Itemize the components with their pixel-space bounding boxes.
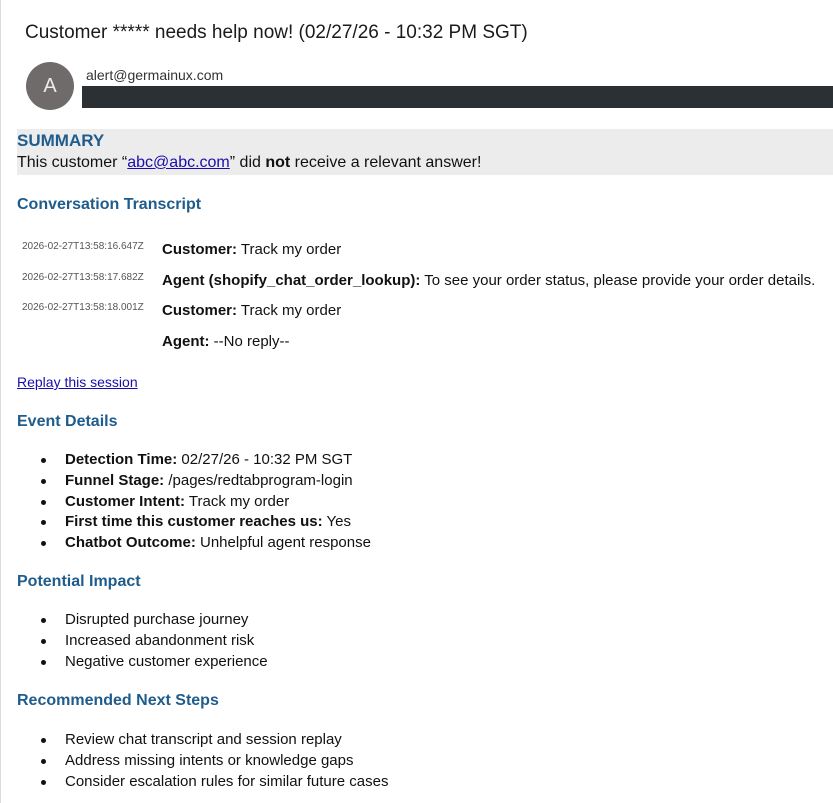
list-item <box>1 492 371 513</box>
detail-value: Yes <box>322 513 351 531</box>
detail-label: Customer Intent: <box>65 492 185 510</box>
message-body: --No reply-- <box>209 333 290 350</box>
transcript-message <box>1 272 833 294</box>
list-item <box>1 471 371 492</box>
message-speaker: Customer: <box>162 302 238 319</box>
message-body: To see your order status, please provide your order details. <box>420 272 816 289</box>
event-details-title: Event Details <box>17 413 118 430</box>
event-details-list <box>1 450 371 554</box>
next-steps-title: Recommended Next Steps <box>17 692 219 709</box>
detail-label: Funnel Stage: <box>65 471 165 489</box>
summary-text-mid: ” did <box>229 154 266 171</box>
message-timestamp: 2026-02-27T13:58:17.682Z <box>22 272 144 283</box>
transcript-message <box>1 333 833 355</box>
redacted-recipients-bar <box>82 86 833 108</box>
summary-text <box>17 154 481 172</box>
message-speaker: Customer: <box>162 241 238 258</box>
list-item <box>1 450 371 471</box>
detail-value: 02/27/26 - 10:32 PM SGT <box>177 451 353 468</box>
message-text <box>162 302 341 319</box>
potential-impact-list <box>1 610 268 672</box>
sender-address[interactable]: alert@germainux.com <box>86 67 224 83</box>
message-timestamp: 2026-02-27T13:58:18.001Z <box>22 302 144 313</box>
sender-avatar[interactable] <box>26 62 74 110</box>
list-item <box>1 512 371 533</box>
transcript-message <box>1 302 833 324</box>
list-item: Negative customer experience <box>1 652 268 673</box>
summary-text-bold: not <box>265 154 291 171</box>
transcript-message <box>1 241 833 263</box>
customer-email-link[interactable]: abc@abc.com <box>127 154 230 171</box>
summary-text-after: receive a relevant answer! <box>290 154 482 171</box>
detail-value: Track my order <box>185 492 290 510</box>
message-text <box>162 333 290 350</box>
detail-value: Unhelpful agent response <box>195 534 371 552</box>
list-item: Address missing intents or knowledge gaps <box>1 751 388 772</box>
detail-label: Chatbot Outcome: <box>65 534 196 552</box>
message-text <box>162 272 815 289</box>
message-body: Track my order <box>237 302 342 319</box>
next-steps-list <box>1 730 388 792</box>
message-speaker: Agent: <box>162 333 210 350</box>
potential-impact-title: Potential Impact <box>17 573 141 590</box>
avatar-letter: A <box>43 74 57 97</box>
message-body: Track my order <box>237 241 342 258</box>
list-item: Review chat transcript and session replay <box>1 730 388 751</box>
message-text <box>162 241 341 258</box>
summary-box <box>17 129 833 175</box>
list-item <box>1 533 371 554</box>
replay-session-link[interactable]: Replay this session <box>17 374 138 390</box>
list-item: Increased abandonment risk <box>1 631 268 652</box>
list-item: Disrupted purchase journey <box>1 610 268 631</box>
message-timestamp: 2026-02-27T13:58:16.647Z <box>22 241 144 252</box>
detail-label: First time this customer reaches us: <box>65 513 323 531</box>
detail-label: Detection Time: <box>65 451 178 468</box>
list-item: Consider escalation rules for similar future cases <box>1 772 388 793</box>
email-subject: Customer ***** needs help now! (02/27/26 - 10:32 PM SGT) <box>25 22 528 43</box>
summary-text-before: This customer “ <box>17 154 128 171</box>
detail-value: /pages/redtabprogram-login <box>164 471 353 489</box>
transcript-title: Conversation Transcript <box>17 196 202 213</box>
summary-title: SUMMARY <box>17 131 105 150</box>
message-speaker: Agent (shopify_chat_order_lookup): <box>162 272 421 289</box>
